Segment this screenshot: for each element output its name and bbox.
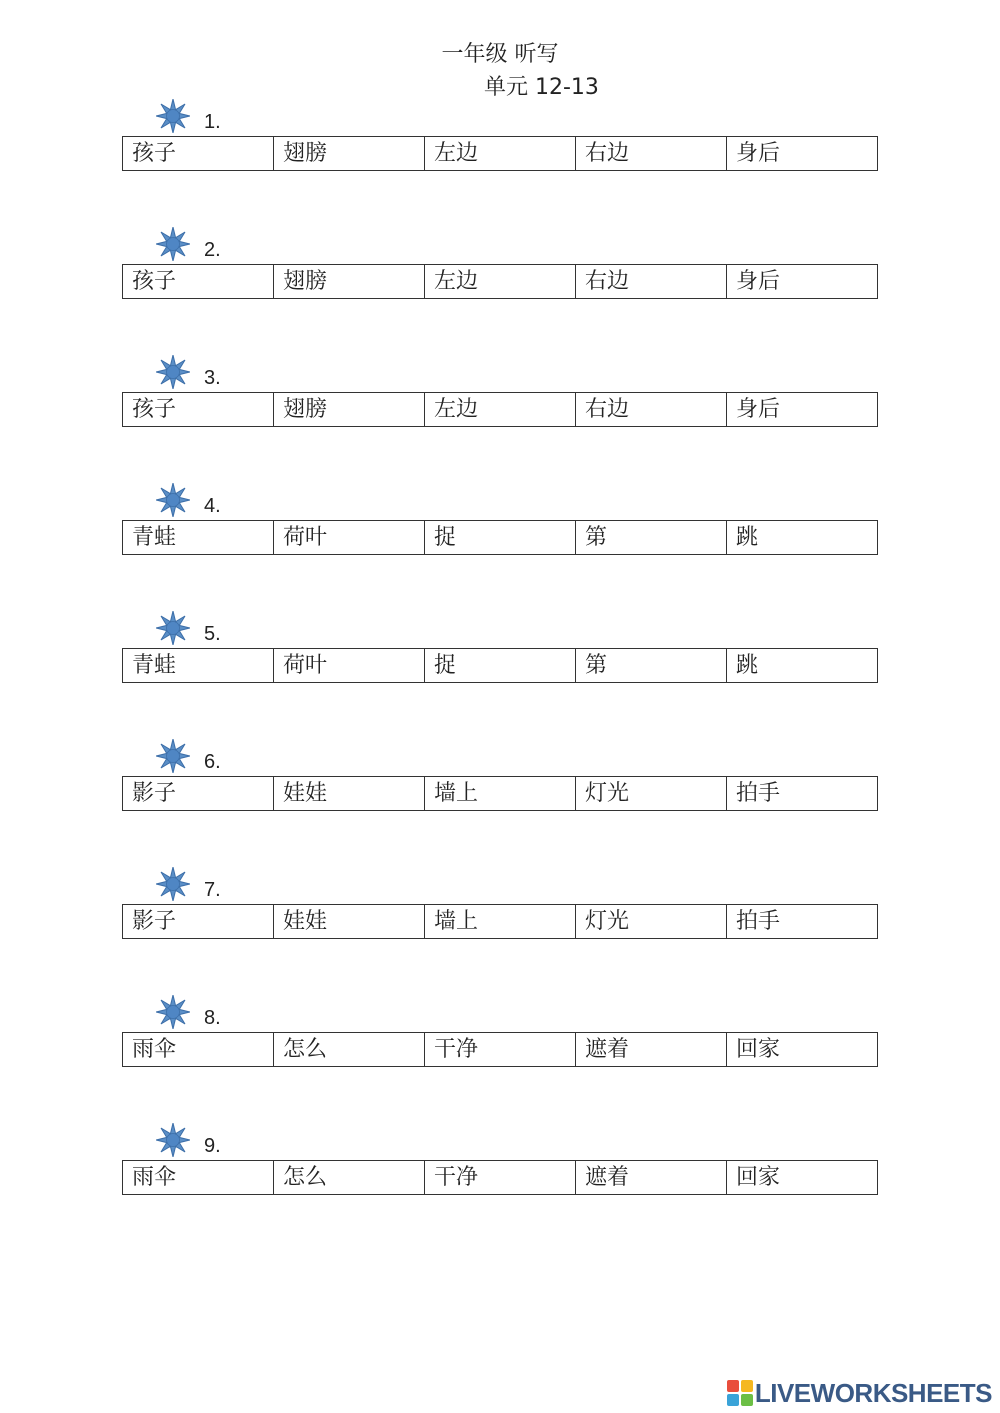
word-row bbox=[122, 776, 878, 811]
dictation-item bbox=[122, 227, 878, 307]
word-cell[interactable]: 影子 bbox=[123, 905, 274, 938]
word-row bbox=[122, 136, 878, 171]
star-burst-icon bbox=[156, 611, 190, 645]
word-cell[interactable]: 右边 bbox=[576, 137, 727, 170]
word-cell[interactable]: 灯光 bbox=[576, 777, 727, 810]
page-subtitle: 单元 12-13 bbox=[484, 75, 599, 100]
word-cell[interactable]: 身后 bbox=[736, 269, 781, 294]
dictation-item bbox=[122, 611, 878, 691]
word-cell[interactable]: 拍手 bbox=[736, 781, 781, 806]
item-header bbox=[156, 867, 356, 901]
word-cell[interactable]: 娃娃 bbox=[274, 777, 425, 810]
word-row bbox=[122, 1160, 878, 1195]
word-cell[interactable]: 青蛙 bbox=[123, 649, 274, 682]
word-row bbox=[122, 392, 878, 427]
word-cell[interactable]: 翅膀 bbox=[274, 137, 425, 170]
word-cell[interactable]: 雨伞 bbox=[123, 1033, 274, 1066]
word-cell[interactable]: 右边 bbox=[576, 265, 727, 298]
item-header bbox=[156, 483, 356, 517]
word-cell[interactable]: 第 bbox=[576, 649, 727, 682]
star-burst-icon bbox=[156, 99, 190, 133]
word-cell[interactable]: 墙上 bbox=[425, 905, 576, 938]
word-cell[interactable]: 影子 bbox=[123, 777, 274, 810]
word-cell[interactable]: 孩子 bbox=[123, 265, 274, 298]
item-number: 7. bbox=[204, 879, 221, 901]
word-cell[interactable]: 怎么 bbox=[274, 1161, 425, 1194]
item-number: 2. bbox=[204, 239, 221, 261]
liveworksheets-logo-icon bbox=[727, 1380, 753, 1406]
star-burst-icon bbox=[156, 355, 190, 389]
star-burst-icon bbox=[156, 483, 190, 517]
item-header bbox=[156, 995, 356, 1029]
word-cell[interactable]: 捉 bbox=[425, 521, 576, 554]
item-header bbox=[156, 355, 356, 389]
word-cell[interactable]: 身后 bbox=[736, 397, 781, 422]
word-cell[interactable]: 右边 bbox=[576, 393, 727, 426]
word-cell[interactable]: 回家 bbox=[736, 1037, 781, 1062]
word-cell[interactable]: 灯光 bbox=[576, 905, 727, 938]
word-row bbox=[122, 264, 878, 299]
dictation-item bbox=[122, 99, 878, 179]
word-cell[interactable]: 跳 bbox=[736, 653, 759, 678]
dictation-item bbox=[122, 483, 878, 563]
dictation-item bbox=[122, 739, 878, 819]
item-header bbox=[156, 1123, 356, 1157]
item-number: 9. bbox=[204, 1135, 221, 1157]
word-cell[interactable]: 捉 bbox=[425, 649, 576, 682]
word-cell[interactable]: 遮着 bbox=[576, 1033, 727, 1066]
item-number: 8. bbox=[204, 1007, 221, 1029]
word-cell[interactable]: 翅膀 bbox=[274, 393, 425, 426]
word-cell[interactable]: 遮着 bbox=[576, 1161, 727, 1194]
word-cell[interactable]: 拍手 bbox=[736, 909, 781, 934]
word-row bbox=[122, 1032, 878, 1067]
word-cell[interactable]: 怎么 bbox=[274, 1033, 425, 1066]
word-cell[interactable]: 孩子 bbox=[123, 137, 274, 170]
word-cell[interactable]: 翅膀 bbox=[274, 265, 425, 298]
word-cell[interactable]: 荷叶 bbox=[274, 521, 425, 554]
dictation-item bbox=[122, 867, 878, 947]
dictation-item bbox=[122, 995, 878, 1075]
dictation-item bbox=[122, 355, 878, 435]
item-number: 5. bbox=[204, 623, 221, 645]
item-number: 6. bbox=[204, 751, 221, 773]
word-cell[interactable]: 身后 bbox=[736, 141, 781, 166]
page-title: 一年级 听写 bbox=[441, 42, 559, 67]
star-burst-icon bbox=[156, 227, 190, 261]
word-cell[interactable]: 荷叶 bbox=[274, 649, 425, 682]
word-cell[interactable]: 青蛙 bbox=[123, 521, 274, 554]
brand-name: LIVEWORKSHEETS bbox=[754, 1378, 992, 1408]
item-number: 4. bbox=[204, 495, 221, 517]
word-cell[interactable]: 娃娃 bbox=[274, 905, 425, 938]
item-header bbox=[156, 739, 356, 773]
item-header bbox=[156, 227, 356, 261]
word-cell[interactable]: 干净 bbox=[425, 1033, 576, 1066]
item-header bbox=[156, 99, 356, 133]
word-row bbox=[122, 648, 878, 683]
item-number: 1. bbox=[204, 111, 221, 133]
word-cell[interactable]: 墙上 bbox=[425, 777, 576, 810]
word-cell[interactable]: 跳 bbox=[736, 525, 759, 550]
word-cell[interactable]: 回家 bbox=[736, 1165, 781, 1190]
word-cell[interactable]: 左边 bbox=[425, 137, 576, 170]
word-cell[interactable]: 第 bbox=[576, 521, 727, 554]
word-cell[interactable]: 左边 bbox=[425, 265, 576, 298]
item-header bbox=[156, 611, 356, 645]
star-burst-icon bbox=[156, 867, 190, 901]
star-burst-icon bbox=[156, 995, 190, 1029]
word-cell[interactable]: 左边 bbox=[425, 393, 576, 426]
dictation-item bbox=[122, 1123, 878, 1203]
item-number: 3. bbox=[204, 367, 221, 389]
word-cell[interactable]: 孩子 bbox=[123, 393, 274, 426]
word-row bbox=[122, 904, 878, 939]
star-burst-icon bbox=[156, 1123, 190, 1157]
word-row bbox=[122, 520, 878, 555]
brand-footer[interactable] bbox=[727, 1379, 992, 1407]
word-cell[interactable]: 干净 bbox=[425, 1161, 576, 1194]
star-burst-icon bbox=[156, 739, 190, 773]
word-cell[interactable]: 雨伞 bbox=[123, 1161, 274, 1194]
